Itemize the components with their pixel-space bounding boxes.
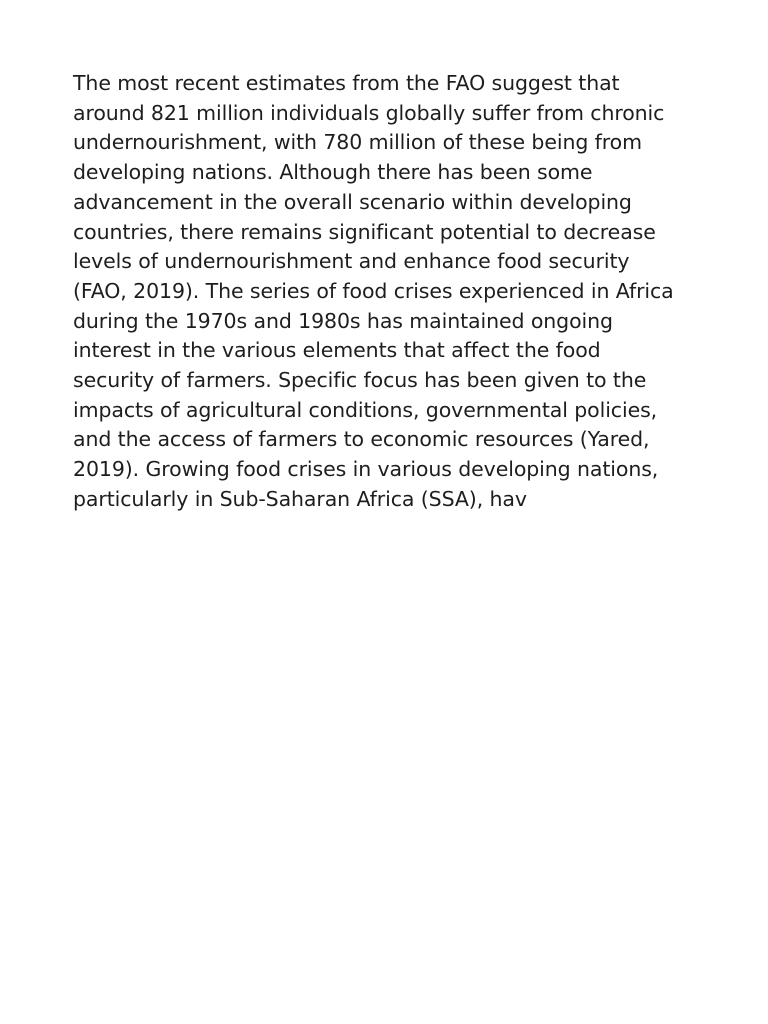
body-paragraph: The most recent estimates from the FAO suggest that around 821 million individuals globally suffer from chronic undernourishment, with 780 million of these being from developing nations. Although there has been some advancement in the overall scenario within developing countries, there remains significant potential to decrease levels of undernourishment and enhance food security (FAO, 2019). The series of food crises experienced in Africa during the 1970s and 1980s has maintained ongoing interest in the various elements that affect the food security of farmers. Specific focus has been given to the impacts of agricultural conditions, governmental policies, and the access of farmers to economic resources (Yared, 2019). Growing food crises in various developing nations, particularly in Sub-Saharan Africa (SSA), hav — [73, 71, 674, 511]
